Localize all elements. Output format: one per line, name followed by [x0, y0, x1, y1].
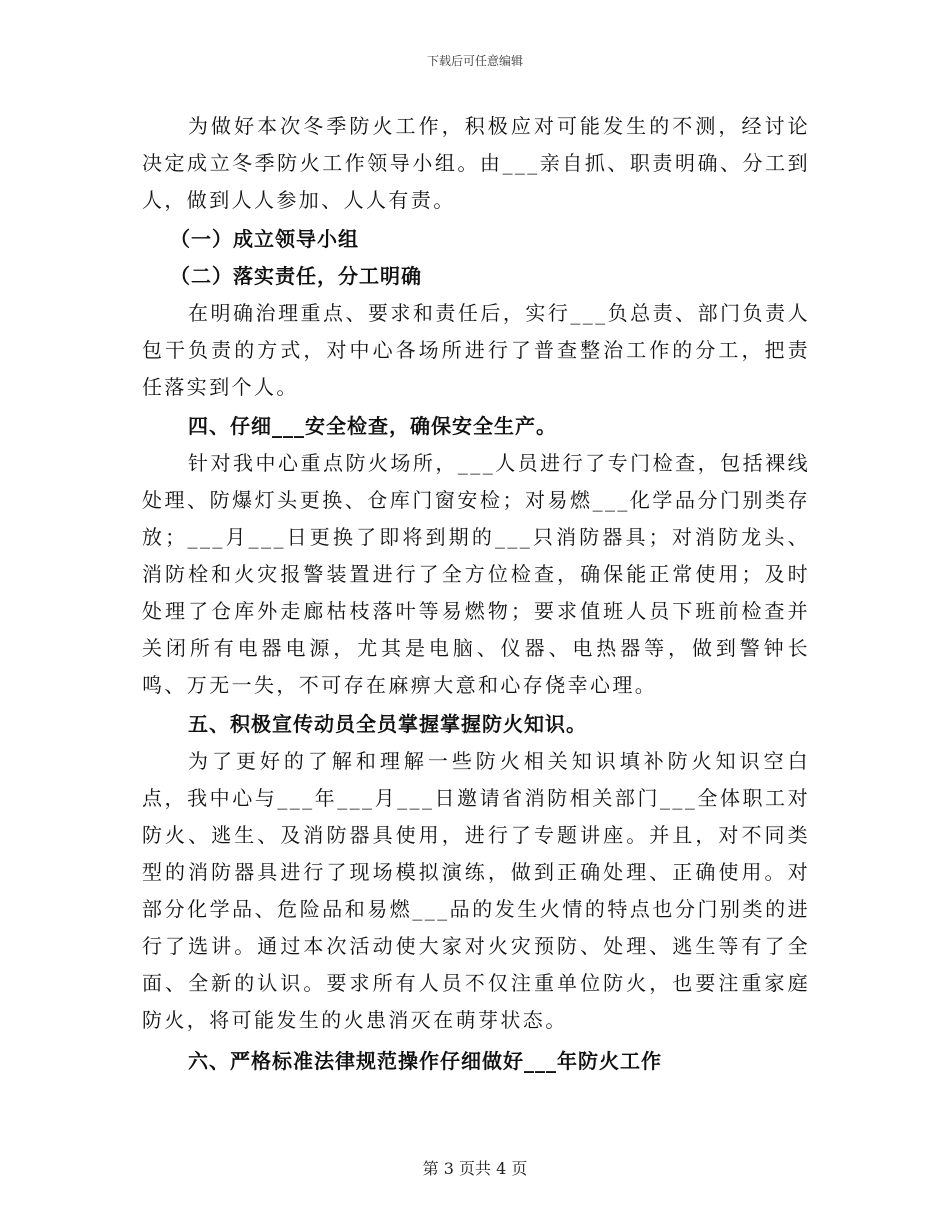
subheading-leadership-group: （一）成立领导小组 — [170, 227, 359, 251]
section-heading-5: 五、积极宣传动员全员掌握掌握防火知识。 — [188, 712, 587, 736]
subheading-responsibility: （二）落实责任，分工明确 — [170, 264, 422, 288]
intro-paragraph: 为做好本次冬季防火工作，积极应对可能发生的不测，经讨论决定成立冬季防火工作领导小组。由___亲自抓、职责明确、分工到人，做到人人参加、人人有责。 — [142, 114, 810, 212]
page-number-footer: 第 3 页共 4 页 — [422, 1159, 528, 1178]
page-header: 下载后可任意编辑 — [426, 54, 523, 68]
section-heading-6: 六、严格标准法律规范操作仔细做好___年防火工作 — [188, 1049, 662, 1073]
responsibility-paragraph: 在明确治理重点、要求和责任后，实行___负总责、部门负责人包干负责的方式，对中心各场所进行了普查整治工作的分工，把责任落实到个人。 — [142, 301, 810, 399]
section-heading-4: 四、仔细___安全检查，确保安全生产。 — [188, 414, 557, 438]
training-paragraph: 为了更好的了解和理解一些防火相关知识填补防火知识空白点，我中心与___年___月___日邀请省消防相关部门___全体职工对防火、逃生、及消防器具使用，进行了专题讲座。并且，对不同类型的消防器具进行了现场模拟演练，做到正确处理、正确使用。对部分化学品、危险品和易燃___品的发生火情的特点也分门别类的进行了选讲。通过本次活动使大家对火灾预防、处理、逃生等有了全面、全新的认识。要求所有人员不仅注重单位防火，也要注重家庭防火，将可能发生的火患消灭在萌芽状态。 — [142, 749, 810, 1032]
document-body — [142, 108, 810, 1080]
inspection-paragraph: 针对我中心重点防火场所，___人员进行了专门检查，包括裸线处理、防爆灯头更换、仓库门窗安检；对易燃___化学品分门别类存放；___月___日更换了即将到期的___只消防器具；对消防龙头、消防栓和火灾报警装置进行了全方位检查，确保能正常使用；及时处理了仓库外走廊枯枝落叶等易燃物；要求值班人员下班前检查并关闭所有电器电源，尤其是电脑、仪器、电热器等，做到警钟长鸣、万无一失，不可存在麻痹大意和心存侥幸心理。 — [142, 451, 810, 697]
